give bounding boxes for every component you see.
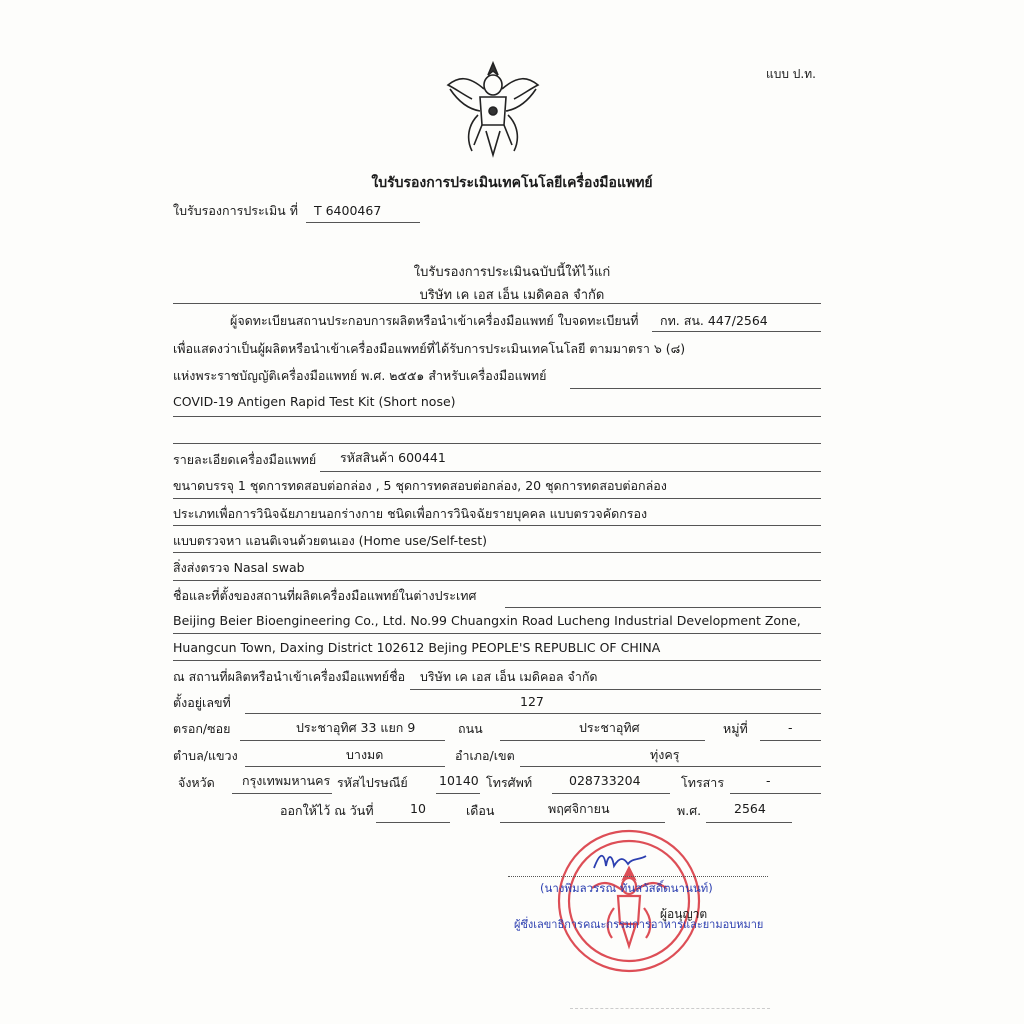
company-underline xyxy=(173,303,821,304)
moo-label: หมู่ที่ xyxy=(723,721,748,736)
day-underline xyxy=(376,822,450,823)
soi-underline xyxy=(240,740,445,741)
method-underline xyxy=(173,552,821,553)
year-label: พ.ศ. xyxy=(677,803,702,818)
amphoe-underline xyxy=(520,766,821,767)
amphoe-label: อำเภอ/เขต xyxy=(455,748,515,763)
act-underline xyxy=(570,388,821,389)
year-underline xyxy=(706,822,792,823)
issue-year: 2564 xyxy=(734,801,766,816)
details-label: รายละเอียดเครื่องมือแพทย์ xyxy=(173,452,317,467)
manufacturer-address-1: Beijing Beier Bioengineering Co., Ltd. No.99 Chuangxin Road Lucheng Industrial Development Zone, xyxy=(173,613,801,628)
month-label: เดือน xyxy=(466,803,495,818)
moo-value: - xyxy=(788,720,793,735)
address-underline-2 xyxy=(173,660,821,661)
signature-icon xyxy=(590,846,660,876)
issued-to-company: บริษัท เค เอส เอ็น เมดิคอล จำกัด xyxy=(419,288,605,303)
road-value: ประชาอุทิศ xyxy=(579,720,640,735)
specimen: สิ่งส่งตรวจ Nasal swab xyxy=(173,560,305,575)
road-label: ถนน xyxy=(458,721,483,736)
packaging: ขนาดบรรจุ 1 ชุดการทดสอบต่อกล่อง , 5 ชุดการทดสอบต่อกล่อง, 20 ชุดการทดสอบต่อกล่อง xyxy=(173,478,667,493)
site-label: ณ สถานที่ผลิตหรือนำเข้าเครื่องมือแพทย์ชื่อ xyxy=(173,669,406,684)
registration-purpose: เพื่อแสดงว่าเป็นผู้ผลิตหรือนำเข้าเครื่องมือแพทย์ที่ได้รับการประเมินเทคโนโลยี ตามมาตรา ๖ (๘) xyxy=(173,341,686,356)
address-underline-1 xyxy=(173,633,821,634)
signature-line xyxy=(508,876,768,877)
registration-act: แห่งพระราชบัญญัติเครื่องมือแพทย์ พ.ศ. ๒๕๕๑ สำหรับเครื่องมือแพทย์ xyxy=(173,368,547,383)
province-label: จังหวัด xyxy=(178,775,215,790)
registration-underline xyxy=(652,331,821,332)
signer-delegate: ผู้ซึ่งเลขาธิการคณะกรรมการอาหารและยามอบหมาย xyxy=(514,918,764,931)
tambon-label: ตำบล/แขวง xyxy=(173,748,238,763)
postcode-underline xyxy=(436,793,480,794)
postcode-label: รหัสไปรษณีย์ xyxy=(337,775,408,790)
postcode-value: 10140 xyxy=(439,773,479,788)
details-underline xyxy=(320,471,821,472)
purpose-underline xyxy=(173,525,821,526)
packaging-underline xyxy=(173,498,821,499)
soi-value: ประชาอุทิศ 33 แยก 9 xyxy=(296,720,416,735)
specimen-underline xyxy=(173,580,821,581)
test-method: แบบตรวจหา แอนติเจนด้วยตนเอง (Home use/Self-test) xyxy=(173,533,487,548)
cert-no-label: ใบรับรองการประเมิน ที่ xyxy=(173,203,298,218)
scan-edge xyxy=(570,1008,770,1015)
phone-underline xyxy=(552,793,670,794)
issue-month: พฤศจิกายน xyxy=(548,801,610,816)
tambon-underline xyxy=(245,766,445,767)
signer-name: (นางพิมลวรรณ ทันสวัสดิ์ตนานนท์) xyxy=(540,881,713,895)
issue-date-label: ออกให้ไว้ ณ วันที่ xyxy=(280,803,374,818)
device-name: COVID-19 Antigen Rapid Test Kit (Short nose) xyxy=(173,394,456,409)
house-no-underline xyxy=(245,713,821,714)
product-code: รหัสสินค้า 600441 xyxy=(340,450,446,465)
form-code: แบบ ป.ท. xyxy=(766,67,816,81)
device-purpose: ประเภทเพื่อการวินิจฉัยภายนอกร่างกาย ชนิดเพื่อการวินิจฉัยรายบุคคล แบบตรวจคัดกรอง xyxy=(173,506,648,521)
moo-underline xyxy=(760,740,821,741)
issue-day: 10 xyxy=(410,801,426,816)
garuda-emblem-icon xyxy=(438,55,548,165)
province-value: กรุงเทพมหานคร xyxy=(242,773,331,788)
house-no-label: ตั้งอยู่เลขที่ xyxy=(173,695,231,710)
fax-underline xyxy=(730,793,821,794)
registration-label: ผู้จดทะเบียนสถานประกอบการผลิตหรือนำเข้าเครื่องมือแพทย์ ใบจดทะเบียนที่ xyxy=(230,313,639,328)
amphoe-value: ทุ่งครุ xyxy=(650,747,680,762)
tambon-value: บางมด xyxy=(346,747,384,762)
road-underline xyxy=(500,740,705,741)
fax-label: โทรสาร xyxy=(681,775,725,790)
registration-number: กท. สน. 447/2564 xyxy=(660,313,768,328)
phone-label: โทรศัพท์ xyxy=(486,775,533,790)
soi-label: ตรอก/ซอย xyxy=(173,721,231,736)
province-underline xyxy=(232,793,332,794)
cert-no-value: T 6400467 xyxy=(314,203,382,218)
document-title: ใบรับรองการประเมินเทคโนโลยีเครื่องมือแพทย์ xyxy=(371,175,653,191)
device-underline-2 xyxy=(173,443,821,444)
month-underline xyxy=(500,822,665,823)
device-underline-1 xyxy=(173,416,821,417)
site-value: บริษัท เค เอส เอ็น เมดิคอล จำกัด xyxy=(420,669,598,684)
phone-value: 028733204 xyxy=(569,773,641,788)
manufacturer-label: ชื่อและที่ตั้งของสถานที่ผลิตเครื่องมือแพทย์ในต่างประเทศ xyxy=(173,588,477,603)
site-underline xyxy=(410,689,821,690)
house-no-value: 127 xyxy=(520,694,544,709)
signer-position: ผู้อนุญาต xyxy=(660,907,708,921)
fax-value: - xyxy=(766,773,771,788)
cert-no-underline xyxy=(306,222,420,223)
issued-to-intro: ใบรับรองการประเมินฉบับนี้ให้ไว้แก่ xyxy=(413,265,611,280)
manufacturer-underline xyxy=(505,607,821,608)
manufacturer-address-2: Huangcun Town, Daxing District 102612 Bejing PEOPLE'S REPUBLIC OF CHINA xyxy=(173,640,661,655)
